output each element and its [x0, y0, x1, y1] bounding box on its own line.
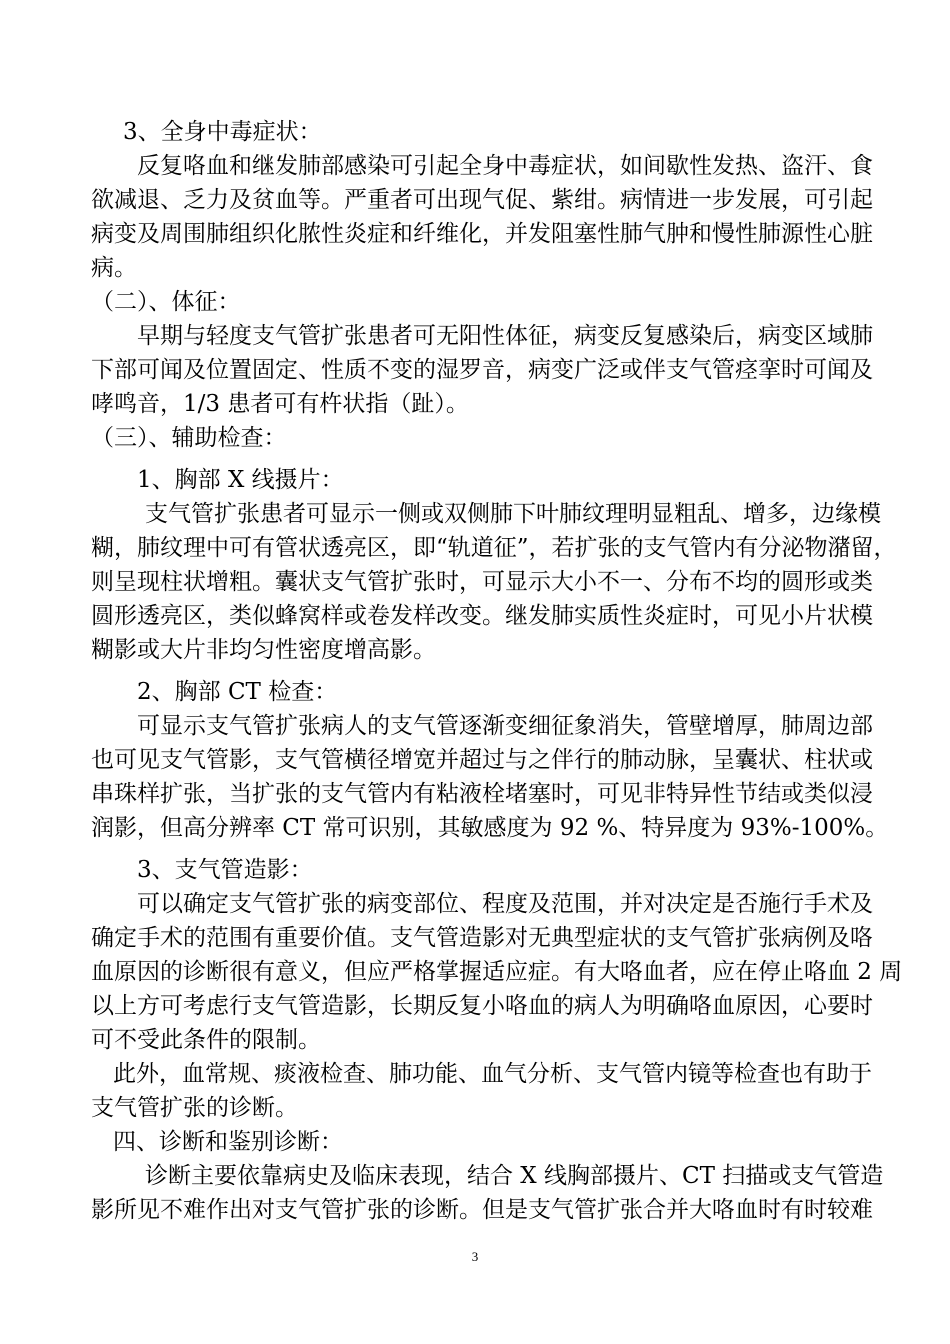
section-heading-auxiliary-exams: （三）、辅助检查： — [91, 425, 287, 451]
paragraph-line: 糊，肺纹理中可有管状透亮区，即“轨道征”，若扩张的支气管内有分泌物潴留， — [91, 535, 897, 561]
paragraph-line: 则呈现柱状增粗。囊状支气管扩张时，可显示大小不一、分布不均的圆形或类 — [91, 569, 873, 595]
section-heading-diagnosis: 四、诊断和鉴别诊断： — [113, 1129, 343, 1155]
paragraph-line: 也可见支气管影，支气管横径增宽并超过与之伴行的肺动脉，呈囊状、柱状或 — [91, 747, 873, 773]
subheading-chest-xray: 1、胸部 X 线摄片： — [137, 467, 344, 493]
section-heading-signs: （二）、体征： — [91, 289, 241, 315]
paragraph-line: 病。 — [91, 255, 137, 281]
paragraph-line: 此外，血常规、痰液检查、肺功能、血气分析、支气管内镜等检查也有助于 — [113, 1061, 872, 1087]
paragraph-line: 支气管扩张的诊断。 — [91, 1095, 298, 1121]
paragraph-line: 圆形透亮区，类似蜂窝样或卷发样改变。继发肺实质性炎症时，可见小片状模 — [91, 603, 873, 629]
subheading-bronchography: 3、支气管造影： — [137, 857, 313, 883]
paragraph-line: 润影，但高分辨率 CT 常可识别，其敏感度为 92 %、特异度为 93%-100%。 — [91, 815, 889, 841]
paragraph-line: 病变及周围肺组织化脓性炎症和纤维化，并发阻塞性肺气肿和慢性肺源性心脏 — [91, 221, 873, 247]
paragraph-line: 可以确定支气管扩张的病变部位、程度及范围，并对决定是否施行手术及 — [137, 891, 873, 917]
paragraph-line: 欲减退、乏力及贫血等。严重者可出现气促、紫绀。病情进一步发展，可引起 — [91, 187, 873, 213]
paragraph-line: 可显示支气管扩张病人的支气管逐渐变细征象消失，管壁增厚，肺周边部 — [137, 713, 873, 739]
paragraph-line: 串珠样扩张，当扩张的支气管内有粘液栓堵塞时，可见非特异性节结或类似浸 — [91, 781, 873, 807]
subheading-chest-ct: 2、胸部 CT 检查： — [137, 679, 338, 705]
paragraph-line: 糊影或大片非均匀性密度增高影。 — [91, 637, 436, 663]
page-number: 3 — [471, 1249, 479, 1264]
paragraph-line: 支气管扩张患者可显示一侧或双侧肺下叶肺纹理明显粗乱、增多，边缘模 — [145, 501, 881, 527]
paragraph-line: 早期与轻度支气管扩张患者可无阳性体征，病变反复感染后，病变区域肺 — [137, 323, 873, 349]
paragraph-line: 诊断主要依靠病史及临床表现，结合 X 线胸部摄片、CT 扫描或支气管造 — [145, 1163, 884, 1189]
paragraph-line: 反复咯血和继发肺部感染可引起全身中毒症状，如间歇性发热、盗汗、食 — [137, 153, 873, 179]
paragraph-line: 以上方可考虑行支气管造影，长期反复小咯血的病人为明确咯血原因，心要时 — [91, 993, 873, 1019]
paragraph-line: 确定手术的范围有重要价值。支气管造影对无典型症状的支气管扩张病例及咯 — [91, 925, 873, 951]
paragraph-line: 下部可闻及位置固定、性质不变的湿罗音，病变广泛或伴支气管痉挛时可闻及 — [91, 357, 873, 383]
paragraph-line: 可不受此条件的限制。 — [91, 1027, 321, 1053]
paragraph-line: 影所见不难作出对支气管扩张的诊断。但是支气管扩张合并大咯血时有时较难 — [91, 1197, 873, 1223]
paragraph-line: 血原因的诊断很有意义，但应严格掌握适应症。有大咯血者，应在停止咯血 2 周 — [91, 959, 903, 985]
subheading-systemic-symptoms: 3、全身中毒症状： — [123, 119, 322, 145]
paragraph-line: 哮鸣音，1/3 患者可有杵状指（趾）。 — [91, 391, 469, 417]
